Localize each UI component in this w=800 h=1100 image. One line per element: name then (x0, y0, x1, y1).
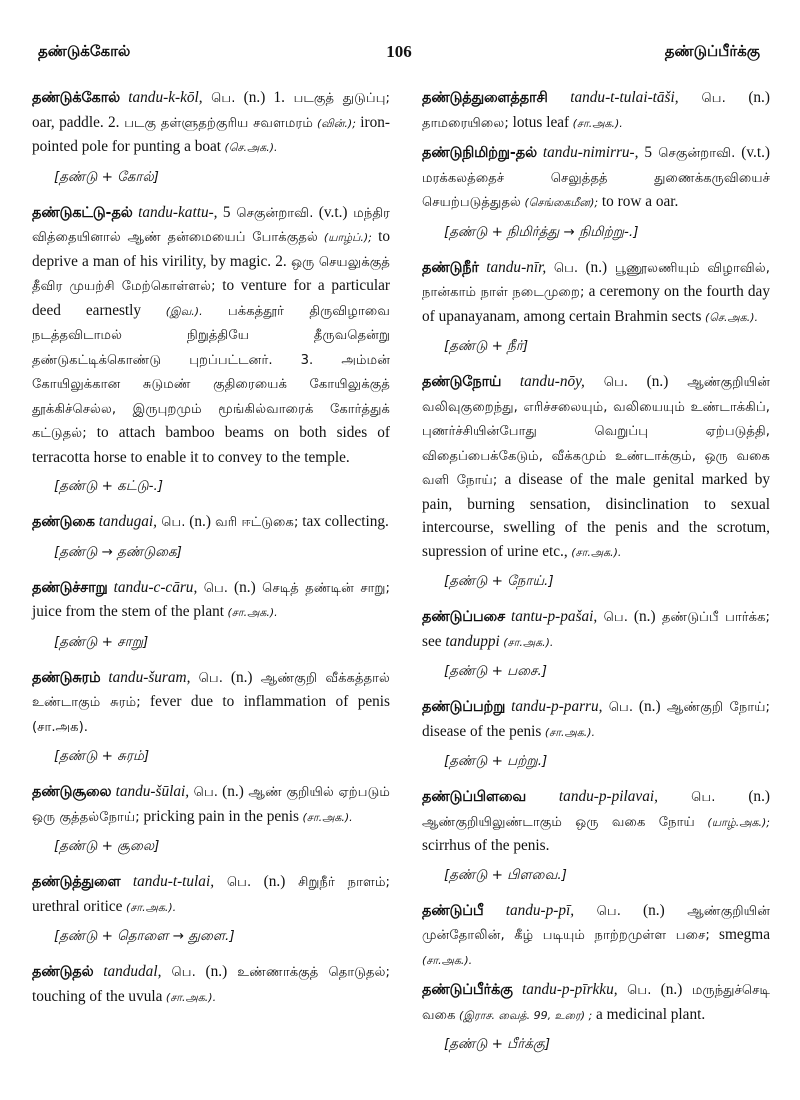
entry-english-text: a disease of the male genital marked by pain, burning sensation, disinclination to sexual intercourse, swelling of the penis and the scrotum, supression of urine etc., (422, 471, 770, 560)
entry-tamil-text: பக்கத்தூர் திருவிழாவை நடத்தவிடாமல் நிறுத்தியே தீருவதென்று தண்டுகட்டிக்கொண்டு புறப்பட்டனர். 3. அம்மன் கோயிலுக்கான சுடுமண் குதிரையைக் கோயிலுக்குத் தூக்கிச்செல்ல, இருபுறமும் மூங்கில்வாரைக் கோர்த்துக் கட்டுதல்; (32, 303, 390, 441)
entry-english-text: (n.) (195, 963, 228, 980)
entry-source-abbreviation: (சா.அக.). (162, 990, 217, 1004)
page-number: 106 (386, 42, 412, 61)
entry-transliteration: tandu-nōy, (501, 373, 585, 390)
entry-tamil-text: பெ. (574, 903, 621, 919)
entry-english-text: urethral oritice (32, 897, 123, 915)
header-left-guide-word: தண்டுக்கோல் (38, 42, 131, 60)
entry-english-text: (n.) (620, 901, 665, 919)
entry-english-text: smegma (709, 926, 770, 943)
entry-english-text: tax collecting. (298, 513, 389, 530)
entry-tamil-text: ஆண்குறியிலுண்டாகும் ஒரு வகை நோய் (422, 814, 695, 830)
entry-etymology: [தண்டு + நோய்.] (444, 573, 554, 589)
entry-english-text: touching of the uvula (32, 987, 163, 1005)
entry-english-text: (n.) (222, 668, 253, 686)
entry-headword: தண்டுப்பற்று (422, 699, 506, 715)
entry-english-text: (n.) (725, 89, 770, 106)
entry-tamil-text: பெ. (602, 700, 634, 715)
right-column (422, 86, 770, 1068)
dictionary-entry (32, 666, 390, 740)
entry-tamil-text: பெ. (657, 790, 716, 805)
entry-english-text: (n.) (578, 258, 608, 276)
entry-tamil-text: மருந்துச்செடி வகை (422, 983, 770, 1023)
entry-tamil-text: தாமரையிலை; (422, 115, 509, 131)
entry-english-text: pricking pain in the penis (139, 807, 300, 825)
entry-english-text: (v.t.) (313, 203, 348, 221)
entry-etymology: [தண்டு + சாறு] (54, 633, 149, 650)
dictionary-entry (32, 510, 390, 535)
entry-headword: தண்டுநீர் (422, 259, 479, 276)
entry-tamil-text: ஒரு செயலுக்குத் தீவிர முயற்சி மேற்கொள்ளல்; (32, 254, 390, 294)
entry-tamil-text: பெ. (617, 983, 652, 998)
entry-english-text: to row a oar. (598, 193, 679, 210)
entry-english-text: a medicinal plant. (592, 1005, 706, 1023)
dictionary-entry (32, 960, 390, 1009)
entry-source-abbreviation: (சா.அக.). (499, 635, 554, 649)
entry-etymology: [தண்டு + தொளை → துளை.] (54, 928, 235, 944)
entry-headword: தண்டுதல் (32, 964, 94, 980)
entry-english-text: (n.) (217, 783, 244, 800)
entry-source-abbreviation: (சா.அக.). (299, 810, 353, 824)
entry-tamil-text: மந்திர வித்தையினால் ஆண் தன்மையைப் போக்குதல் (32, 205, 390, 245)
entry-headword: தண்டுப்பீ (422, 902, 484, 919)
entry-tamil-text: பெ. (157, 515, 186, 530)
entry-transliteration: tandudal, (93, 963, 162, 980)
entry-tamil-text: பூணூலணியும் விழாவில், நான்காம் நாள் நடைமுறை; (422, 260, 770, 300)
entry-etymology: [தண்டு + பீர்க்கு] (444, 1036, 551, 1052)
entry-transliteration: tandu-šūlai, (111, 783, 190, 800)
dictionary-entry (32, 870, 390, 919)
entry-english-text: 5 (638, 144, 653, 161)
entry-etymology: [தண்டு + சூலை] (54, 838, 160, 854)
entry-english-text: 5 (217, 203, 231, 221)
entry-tamil-text: பெ. (161, 965, 196, 980)
entry-source-abbreviation: (செ.அக.). (221, 141, 278, 154)
entry-english-text: a ceremony on the fourth day of upanayanam, among certain Brahmin sects (422, 283, 770, 325)
entry-source-abbreviation: (இவ.). (141, 304, 203, 318)
dictionary-entry (32, 576, 390, 625)
entry-transliteration: tantu-p-pašai, (505, 608, 598, 625)
entry-headword: தண்டுசூலை (32, 784, 112, 800)
dictionary-entry (422, 256, 770, 330)
entry-headword: தண்டுப்பிளவை (422, 789, 527, 805)
entry-transliteration: tandu-k-kōl, (120, 89, 203, 106)
entry-transliteration: tandu-p-parru, (505, 698, 603, 715)
entry-tamil-text: பெ. (189, 785, 218, 800)
entry-source-abbreviation: (சா.அக.). (569, 116, 623, 130)
entry-tamil-text: பெ. (546, 260, 579, 276)
entry-source-abbreviation: (வின்.); (312, 116, 356, 130)
entry-etymology: [தண்டு + நிமிர்த்து → நிமிற்று-.] (444, 223, 639, 240)
entry-tamil-text: பெ. (197, 580, 228, 596)
entry-tamil-text: செடித் தண்டின் சாறு; (255, 580, 390, 596)
entry-tamil-text: பெ. (202, 91, 236, 106)
entry-headword: தண்டுத்துளை (32, 874, 121, 890)
entry-source-abbreviation: (சா.அக.). (541, 725, 596, 739)
entry-transliteration: tandu-nīr, (478, 258, 547, 276)
entry-tamil-text: (சா.அக). (32, 719, 88, 735)
entry-english-text: (v.t.) (735, 144, 770, 161)
entry-headword: தண்டுப்பசை (422, 609, 505, 625)
entry-english-text: (n.) (251, 873, 286, 890)
entry-tamil-text: ஆண்குறியின் முன்தோலின், கீழ் படியும் நாற்றமுள்ள பசை; (422, 903, 771, 943)
dictionary-entry (422, 370, 770, 564)
entry-source-abbreviation: (செ.அக.). (701, 310, 758, 324)
entry-english-text: to attach bamboo beams on both sides of terracotta horse to enable it to convey to the temple. (32, 424, 390, 466)
entry-transliteration: tandu-t-tulai-tāši, (547, 89, 679, 106)
dictionary-entry (32, 86, 390, 160)
entry-etymology: [தண்டு + பசை.] (444, 663, 548, 679)
entry-tamil-text: பெ. (584, 375, 629, 390)
entry-tamil-text: படகு தள்ளுதற்குரிய சவளமரம் (119, 115, 313, 131)
entry-source-abbreviation: (யாழ்ப்.); (317, 231, 372, 244)
entry-source-abbreviation: (சா.அக.). (567, 545, 622, 559)
entry-source-abbreviation: (செங்கைமீன); (521, 196, 599, 209)
entry-tamil-text: படகுத் துடுப்பு; (285, 91, 390, 106)
entry-english-text: (n.) 1. (235, 89, 286, 106)
entry-tamil-text: ஆண்குறி நோய்; (660, 700, 770, 715)
entry-headword: தண்டுத்துளைத்தாசி (422, 90, 548, 106)
entry-headword: தண்டுகட்டு-தல் (32, 204, 133, 221)
entry-english-text: scirrhus of the penis. (422, 837, 550, 854)
entry-tamil-text: ஆண் குறியில் ஏற்படும் ஒரு குத்தல்நோய்; (32, 785, 390, 825)
entry-transliteration: tandugai, (94, 513, 157, 530)
entry-english-text: (n.) (633, 698, 661, 715)
entry-source-abbreviation: (சா.அக.). (422, 953, 473, 967)
dictionary-entry (32, 201, 390, 470)
entry-english-text: (n.) (227, 578, 256, 596)
entry-tamil-text: செகுன்றாவி. (230, 205, 314, 221)
entry-transliteration: tandu-šuram, (100, 668, 191, 686)
header-right-guide-word: தண்டுப்பீர்க்கு (664, 42, 760, 60)
entry-tamil-text: செகுன்றாவி. (652, 146, 736, 161)
entry-headword: தண்டுப்பீர்க்கு (422, 982, 513, 998)
entry-headword: தண்டுக்கோல் (32, 90, 121, 106)
entry-transliteration: tanduppi (441, 632, 500, 650)
entry-etymology: [தண்டு + நீர்] (444, 338, 529, 354)
entry-tamil-text: உண்ணாக்குத் தொடுதல்; (227, 965, 390, 980)
entry-source-abbreviation: (இராச. வைத். 99, உரை) ; (455, 1008, 593, 1022)
entry-source-abbreviation: (யாழ்.அக.); (694, 815, 770, 829)
entry-headword: தண்டுசுரம் (32, 669, 101, 686)
entry-english-text: disease of the penis (422, 722, 542, 740)
entry-etymology: [தண்டு + கோல்] (54, 168, 159, 185)
entry-etymology: [தண்டு + பற்று.] (444, 753, 548, 769)
dictionary-entry (422, 86, 770, 135)
entry-headword: தண்டுச்சாறு (32, 579, 108, 596)
entry-transliteration: tandu-p-pīrkku, (512, 981, 618, 998)
entry-transliteration: tandu-p-pilavai, (526, 788, 658, 805)
running-header (38, 42, 760, 70)
entry-tamil-text: ஆண்குறியின் வலிவுகுறைந்து, எரிச்சலையும், வலியையும் உண்டாக்கிப், புணர்ச்சியின்போது வெறுப்பு ஏற்படுத்தி, விதைப்பைக்கேடும், வீக்கமும் உண்டாக்கும், ஒரு வகை வளி நோய்; (422, 375, 770, 488)
dictionary-entry (422, 785, 770, 858)
entry-english-text: (n.) (628, 373, 669, 390)
dictionary-entry (422, 141, 770, 215)
entry-tamil-text: பெ. (597, 610, 628, 625)
entry-transliteration: tandu-nimirru-, (536, 144, 639, 161)
entry-english-text: see (422, 632, 442, 650)
entry-english-text: iron-pointed pole for punting a boat (32, 113, 390, 155)
entry-english-text: juice from the stem of the plant (32, 603, 225, 620)
entry-headword: தண்டுநோய் (422, 374, 502, 390)
entry-english-text: (n.) (651, 981, 683, 998)
entry-headword: தண்டுநிமிற்று-தல் (422, 145, 537, 161)
entry-tamil-text: சிறுநீர் நாளம்; (285, 875, 390, 890)
entry-tamil-text: ஆண்குறி வீக்கத்தால் உண்டாகும் சுரம்; (32, 670, 390, 710)
entry-tamil-text: வரி ஈட்டுகை; (210, 515, 299, 530)
entry-english-text: to venture for a particular deed earnestly (32, 277, 390, 319)
dictionary-entry (422, 695, 770, 744)
entry-english-text: (n.) (627, 608, 656, 625)
entry-tamil-text: மரக்கலத்தைச் செலுத்தத் துணைக்கருவியைச் செயற்படுத்துதல் (422, 170, 770, 210)
entry-source-abbreviation: (சா.அக.). (224, 606, 278, 619)
entry-etymology: [தண்டு + கட்டு-.] (54, 478, 164, 494)
entry-etymology: [தண்டு + சுரம்] (54, 748, 150, 764)
dictionary-entry (422, 978, 770, 1027)
entry-transliteration: tandu-t-tulai, (120, 873, 215, 890)
entry-tamil-text: பெ. (678, 91, 726, 106)
entry-transliteration: tandu-kattu-, (132, 203, 218, 221)
entry-english-text: lotus leaf (508, 113, 570, 131)
entry-english-text: (n.) (185, 513, 211, 530)
entry-source-abbreviation: (சா.அக.). (122, 900, 177, 914)
entry-transliteration: tandu-p-pī, (483, 901, 575, 919)
entry-transliteration: tandu-c-cāru, (107, 578, 198, 596)
entry-tamil-text: தண்டுப்பீ பார்க்க; (655, 610, 770, 625)
entry-english-text: to deprive a man of his virility, by magic. 2. (32, 228, 390, 270)
left-column (32, 86, 390, 1015)
entry-etymology: [தண்டு → தண்டுகை] (54, 543, 182, 560)
entry-english-text: (n.) (715, 788, 770, 805)
dictionary-entry (32, 780, 390, 829)
entry-tamil-text: பெ. (214, 875, 252, 890)
dictionary-entry (422, 605, 770, 654)
entry-english-text: oar, paddle. 2. (32, 113, 120, 131)
entry-headword: தண்டுகை (32, 514, 95, 530)
dictionary-entry (422, 899, 770, 973)
entry-english-text: fever due to inflammation of penis (140, 693, 390, 710)
entry-etymology: [தண்டு + பிளவை.] (444, 866, 567, 883)
entry-tamil-text: பெ. (190, 670, 223, 686)
